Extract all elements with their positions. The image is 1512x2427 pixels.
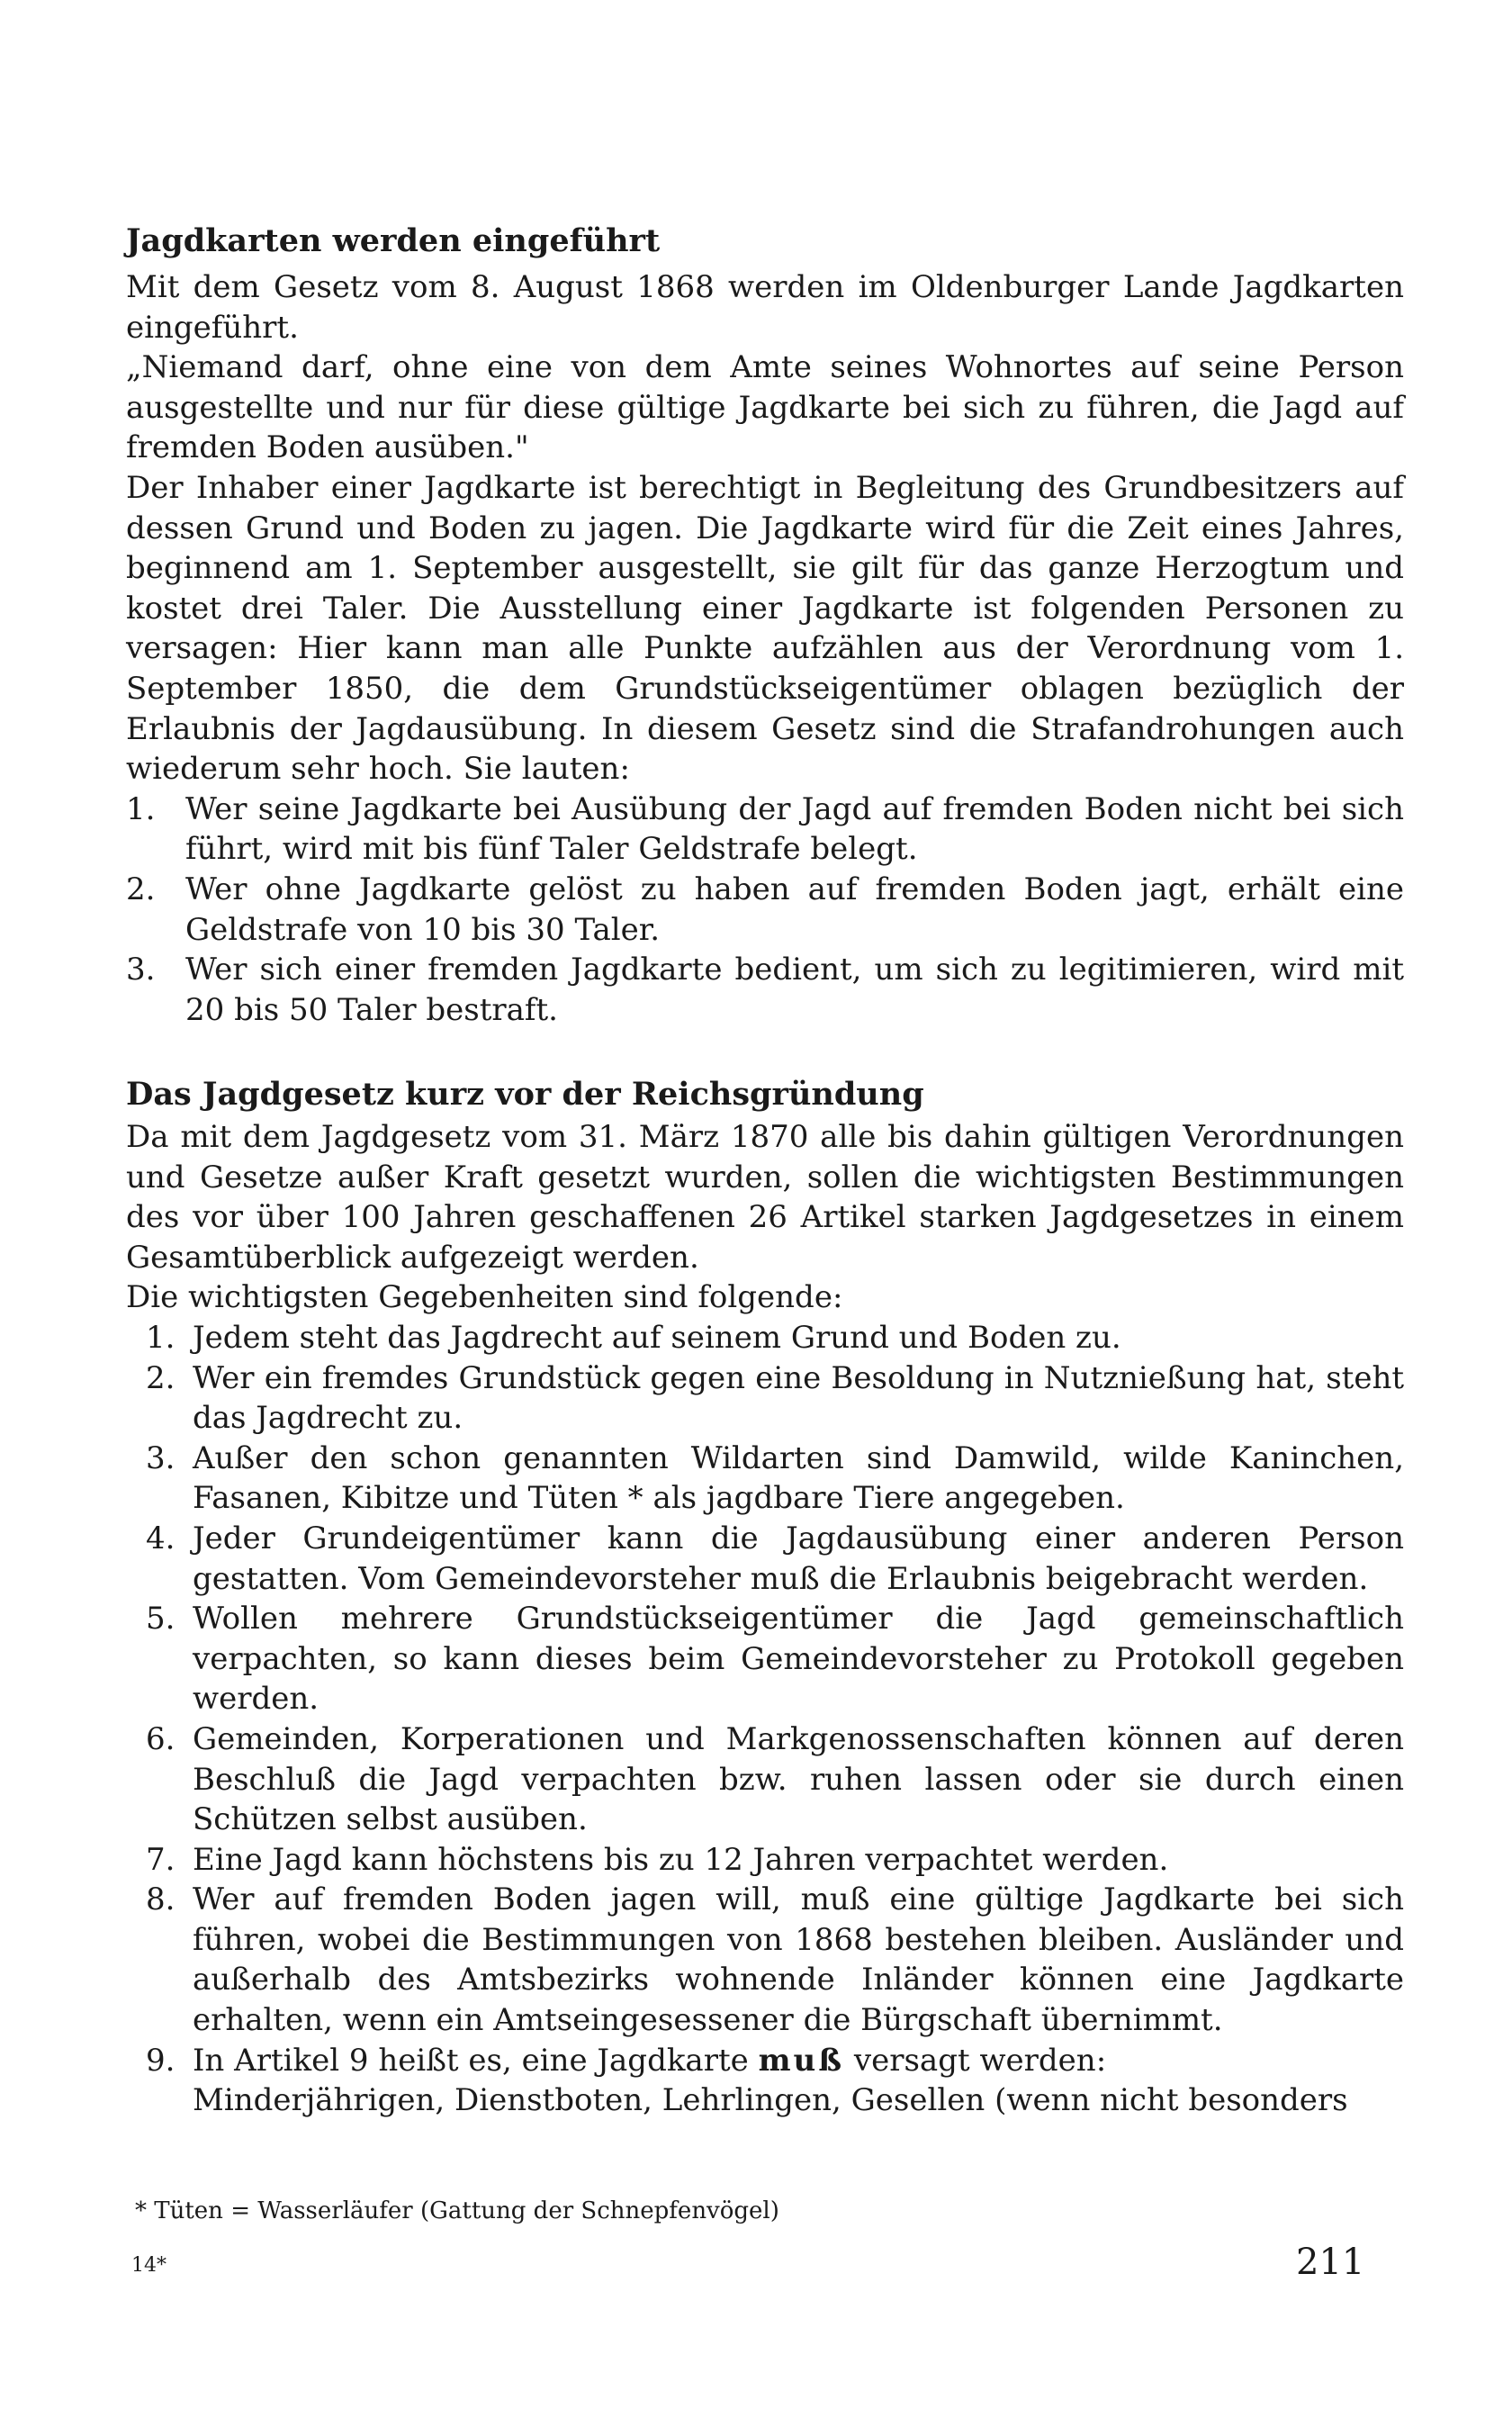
- list-text: Wer seine Jagdkarte bei Ausübung der Jagd auf fremden Boden nicht bei sich führt, wird mit bis fünf Taler Geldstrafe belegt.: [185, 790, 1404, 868]
- list-item: [126, 950, 1404, 1030]
- list-item: [126, 1439, 1404, 1519]
- list-text-continuation: Minderjährigen, Dienstboten, Lehrlingen, Gesellen (wenn nicht besonders: [193, 2082, 1348, 2119]
- list-number: 1.: [146, 1319, 176, 1356]
- footnote: * Tüten = Wasserläufer (Gattung der Schnepfenvögel): [135, 2197, 779, 2224]
- paragraph: Da mit dem Jagdgesetz vom 31. März 1870 alle bis dahin gültigen Verordnungen und Gesetze außer Kraft gesetzt wurden, sollen die wichtigsten Bestimmungen des vor über 100 Jahren geschaffenen 26 Artikel starken Jagdgesetzes in einem Gesamtüberblick aufgezeigt werden.: [126, 1119, 1404, 1276]
- list-item: [126, 1519, 1404, 1599]
- sheet-signature: 14*: [131, 2254, 166, 2277]
- list-number: 5.: [146, 1601, 176, 1638]
- list-item: [126, 1840, 1404, 1881]
- list-number: 2.: [146, 1359, 176, 1396]
- section-heading-jagdgesetz: Das Jagdgesetz kurz vor der Reichsgründung: [126, 1076, 924, 1113]
- list-text: Wer auf fremden Boden jagen will, muß eine gültige Jagdkarte bei sich führen, wobei die Bestimmungen von 1868 bestehen bleiben. Ausländer und außerhalb des Amtsbezirks wohnende Inländer können eine Jagdkarte erhalten, wenn ein Amtseingesessener die Bürgschaft übernimmt.: [193, 1881, 1404, 2039]
- list-text: versagt werden:: [853, 2042, 1107, 2079]
- list-item: [126, 2041, 1404, 2121]
- list-text: Eine Jagd kann höchstens bis zu 12 Jahren verpachtet werden.: [193, 1841, 1169, 1878]
- paragraph: Der Inhaber einer Jagdkarte ist berechtigt in Begleitung des Grundbesitzers auf dessen Grund und Boden zu jagen. Die Jagdkarte wird für die Zeit eines Jahres, beginnend am 1. September ausgestellt, sie gilt für das ganze Herzogtum und kostet drei Taler. Die Ausstellung einer Jagdkarte ist folgenden Personen zu versagen: Hier kann man alle Punkte aufzählen aus der Verordnung vom 1. September 1850, die dem Grundstückseigentümer oblagen bezüglich der Erlaubnis der Jagdausübung. In diesem Gesetz sind die Strafandrohungen auch wiederum sehr hoch. Sie lauten:: [126, 469, 1404, 788]
- list-item: [126, 1358, 1404, 1439]
- list-item: [126, 870, 1404, 950]
- list-text: Wollen mehrere Grundstückseigentümer die Jagd gemeinschaftlich verpachten, so kann dieses beim Gemeindevorsteher zu Protokoll gegeben werden.: [193, 1601, 1404, 1718]
- paragraph: Mit dem Gesetz vom 8. August 1868 werden im Oldenburger Lande Jagdkarten eingeführt.: [126, 269, 1404, 346]
- list-text: Wer ein fremdes Grundstück gegen eine Besoldung in Nutznießung hat, steht das Jagdrecht zu.: [193, 1359, 1404, 1437]
- list-text: Wer ohne Jagdkarte gelöst zu haben auf fremden Boden jagt, erhält eine Geldstrafe von 10 bis 30 Taler.: [185, 871, 1404, 948]
- list-number: 6.: [146, 1720, 176, 1757]
- paragraph: „Niemand darf, ohne eine von dem Amte seines Wohnortes auf seine Person ausgestellte und nur für diese gültige Jagdkarte bei sich zu führen, die Jagd auf fremden Boden ausüben.": [126, 349, 1404, 466]
- section-body-jagdkarten: [126, 267, 1404, 1030]
- list-text: Jedem steht das Jagdrecht auf seinem Grund und Boden zu.: [193, 1319, 1121, 1356]
- emphasis-text: muß: [758, 2042, 845, 2079]
- list-number: 3.: [126, 952, 156, 988]
- paragraph: Die wichtigsten Gegebenheiten sind folgende:: [126, 1279, 843, 1316]
- list-text: Jeder Grundeigentümer kann die Jagdausübung einer anderen Person gestatten. Vom Gemeindevorsteher muß die Erlaubnis beigebracht werden.: [193, 1520, 1404, 1597]
- list-text: Wer sich einer fremden Jagdkarte bedient, um sich zu legitimieren, wird mit 20 bis 50 Taler bestraft.: [185, 952, 1404, 1028]
- list-item: [126, 1880, 1404, 2040]
- penalty-list: [126, 789, 1404, 1031]
- list-number: 3.: [146, 1439, 176, 1476]
- list-text: Gemeinden, Korperationen und Markgenossenschaften können auf deren Beschluß die Jagd verpachten bzw. ruhen lassen oder sie durch einen Schützen selbst ausüben.: [193, 1720, 1404, 1838]
- list-number: 2.: [126, 871, 156, 907]
- section-body-jagdgesetz: [126, 1117, 1404, 2121]
- list-number: 9.: [146, 2042, 176, 2079]
- page-number: 211: [1296, 2242, 1365, 2283]
- section-heading-jagdkarten: Jagdkarten werden eingeführt: [126, 222, 661, 259]
- list-number: 1.: [126, 790, 156, 827]
- list-item: [126, 1318, 1404, 1358]
- list-item: [126, 1599, 1404, 1719]
- provisions-list: [126, 1318, 1404, 2121]
- list-item: [126, 789, 1404, 870]
- list-number: 7.: [146, 1841, 176, 1878]
- list-text: In Artikel 9 heißt es, eine Jagdkarte: [193, 2042, 749, 2079]
- list-number: 8.: [146, 1881, 176, 1918]
- list-text: Außer den schon genannten Wildarten sind Damwild, wilde Kaninchen, Fasanen, Kibitze und Tüten * als jagdbare Tiere angegeben.: [193, 1439, 1404, 1517]
- list-number: 4.: [146, 1520, 176, 1556]
- list-item: [126, 1719, 1404, 1840]
